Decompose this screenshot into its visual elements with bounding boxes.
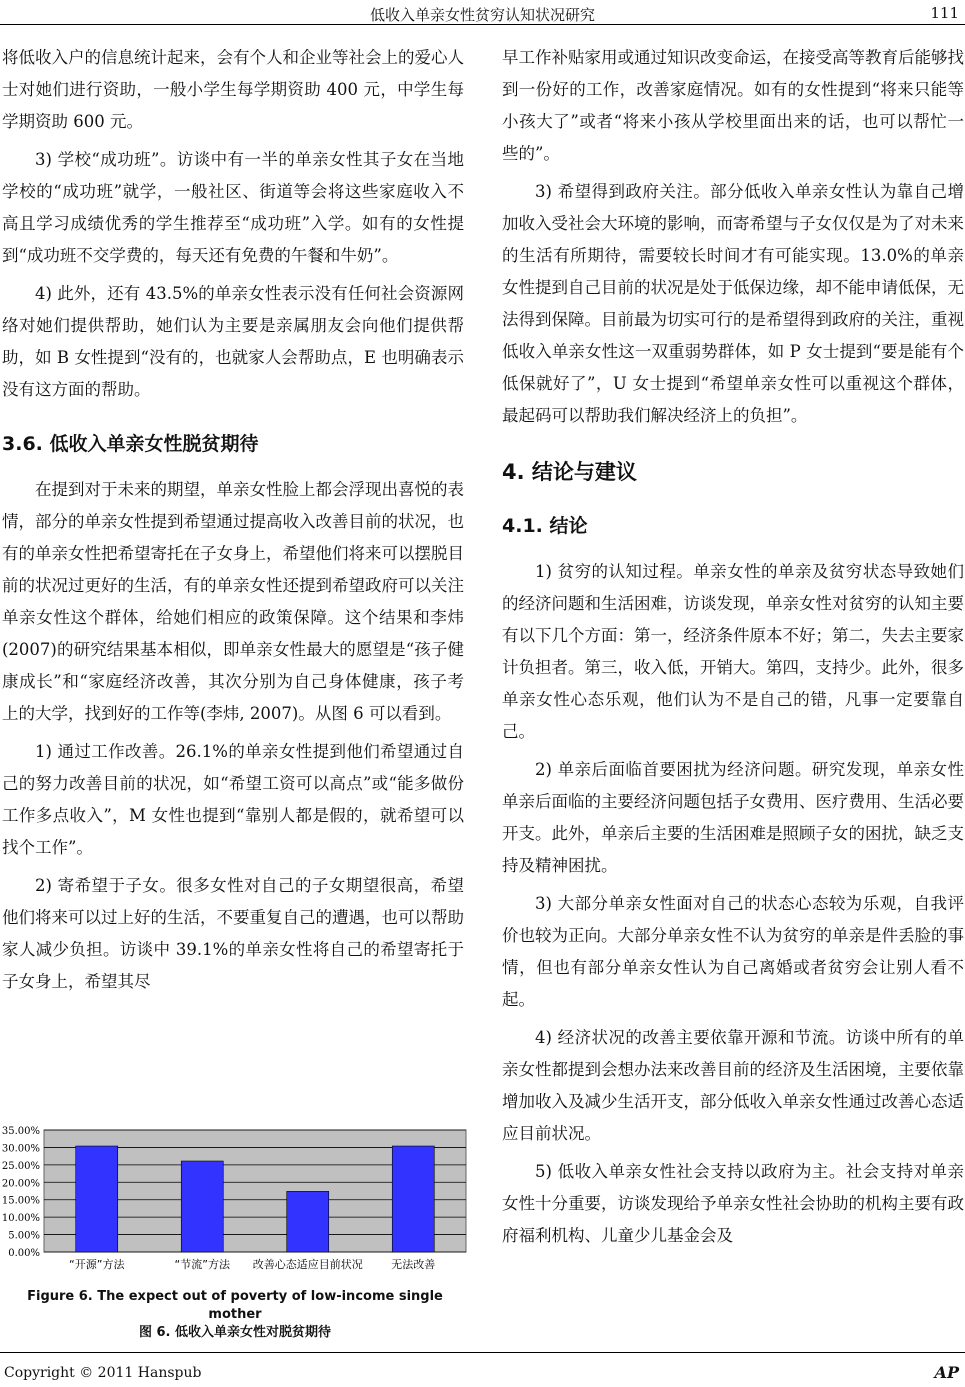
paragraph: 1) 通过工作改善。26.1%的单亲女性提到他们希望通过自己的努力改善目前的状况，如“希望工资可以高点”或“能多做份工作多点收入”，M 女性也提到“靠别人都是假的，就希望可以找个工作”。 [2,742,464,857]
paragraph: 将低收入户的信息统计起来，会有个人和企业等社会上的爱心人士对她们进行资助，一般小学生每学期资助 400 元，中学生每学期资助 600 元。 [2,48,464,131]
figure-caption-zh: 图 6. 低收入单亲女性对脱贫期待 [138,1325,332,1340]
paragraph: 5) 低收入单亲女性社会支持以政府为主。社会支持对单亲女性十分重要，访谈发现给予单亲女性社会协助的机构主要有政府福利机构、儿童少儿基金会及 [502,1162,964,1245]
y-tick-label: 30.00% [1,1143,40,1155]
left-column [2,42,464,1004]
journal-abbrev: AP [934,1363,959,1382]
y-tick-label: 35.00% [1,1126,40,1137]
paragraph: 在提到对于未来的期望，单亲女性脸上都会浮现出喜悦的表情，部分的单亲女性提到希望通过提高收入改善目前的状况，也有的单亲女性把希望寄托在子女身上，希望他们将来可以摆脱目前的状况过更好的生活，有的单亲女性还提到希望政府可以关注单亲女性这个群体，给她们相应的政策保障。这个结果和李炜(2007)的研究结果基本相似，即单亲女性最大的愿望是“孩子健康成长”和“家庭经济改善，其次分别为自己身体健康，孩子考上的大学，找到好的工作等(李炜, 2007)。从图 6 可以看到。 [2,480,464,723]
paragraph: 早工作补贴家用或通过知识改变命运，在接受高等教育后能够找到一份好的工作，改善家庭情况。如有的女性提到“将来只能等小孩大了”或者“将来小孩从学校里面出来的话，也可以帮忙一些的”。 [502,48,964,163]
paragraph: 4) 此外，还有 43.5%的单亲女性表示没有任何社会资源网络对她们提供帮助，她们认为主要是亲属朋友会向他们提供帮助，如 B 女性提到“没有的，也就家人会帮助点，E 也明确表示没有这方面的帮助。 [2,284,464,399]
paragraph: 4) 经济状况的改善主要依靠开源和节流。访谈中所有的单亲女性都提到会想办法来改善目前的经济及生活困境，主要依靠增加收入及减少生活开支，部分低收入单亲女性通过改善心态适应目前状况。 [502,1028,964,1143]
bar [287,1191,329,1252]
section-heading-4-1: 4.1. 结论 [502,515,588,537]
header-title: 低收入单亲女性贫穷认知状况研究 [369,6,595,24]
figure-caption [0,1288,470,1342]
y-tick-label: 0.00% [8,1248,40,1259]
section-heading-3-6: 3.6. 低收入单亲女性脱贫期待 [2,433,259,455]
figure-caption-en: Figure 6. The expect out of poverty of low-income single mother [27,1289,443,1322]
copyright: Copyright © 2011 Hanspub [4,1365,202,1381]
y-tick-label: 20.00% [1,1178,40,1190]
paragraph: 1) 贫穷的认知过程。单亲女性的单亲及贫穷状态导致她们的经济问题和生活困难，访谈发现，单亲女性对贫穷的认知主要有以下几个方面：第一，经济条件原本不好；第二，失去主要家计负担者。第三，收入低，开销大。第四，支持少。此外，很多单亲女性心态乐观，他们认为不是自己的错，凡事一定要靠自己。 [502,562,964,741]
paragraph: 3) 希望得到政府关注。部分低收入单亲女性认为靠自己增加收入受社会大环境的影响，而寄希望与子女仅仅是为了对未来的生活有所期待，需要较长时间才有可能实现。13.0%的单亲女性提到自己目前的状况是处于低保边缘，却不能申请低保，无法得到保障。目前最为切实可行的是希望得到政府的关注，重视低收入单亲女性这一双重弱势群体，如 P 女士提到“要是能有个低保就好了”，U 女士提到“希望单亲女性可以重视这个群体，最起码可以帮助我们解决经济上的负担”。 [502,182,964,425]
x-tick-label: 改善心态适应目前状况 [252,1258,363,1271]
right-column [502,42,964,1258]
paragraph: 3) 学校“成功班”。访谈中有一半的单亲女性其子女在当地学校的“成功班”就学，一般社区、街道等会将这些家庭收入不高且学习成绩优秀的学生推荐至“成功班”入学。如有的女性提到“成功班不交学费的，每天还有免费的午餐和牛奶”。 [2,150,464,265]
y-tick-label: 5.00% [8,1230,40,1242]
paragraph: 3) 大部分单亲女性面对自己的状态心态较为乐观，自我评价也较为正向。大部分单亲女性不认为贫穷的单亲是件丢脸的事情，但也有部分单亲女性认为自己离婚或者贫穷会让别人看不起。 [502,894,964,1009]
x-tick-label: “节流”方法 [174,1258,230,1271]
y-tick-label: 10.00% [1,1213,40,1225]
bar [181,1161,223,1252]
bar [392,1146,434,1252]
y-tick-label: 15.00% [1,1195,40,1207]
bar-chart [0,1124,470,1284]
page-footer [0,1352,965,1387]
section-heading-4: 4. 结论与建议 [502,460,637,484]
x-tick-label: 无法改善 [391,1258,436,1271]
y-tick-label: 25.00% [1,1160,40,1172]
bar [76,1146,118,1252]
paragraph: 2) 寄希望于子女。很多女性对自己的子女期望很高，希望他们将来可以过上好的生活，不要重复自己的遭遇，也可以帮助家人减少负担。访谈中 39.1%的单亲女性将自己的希望寄托于子女身上，希望其尽 [2,876,464,991]
page-number: 111 [930,4,959,22]
x-tick-label: “开源”方法 [69,1258,125,1271]
running-header [0,0,965,25]
paragraph: 2) 单亲后面临首要困扰为经济问题。研究发现，单亲女性单亲后面临的主要经济问题包括子女费用、医疗费用、生活必要开支。此外，单亲后主要的生活困难是照顾子女的困扰，缺乏支持及精神困扰。 [502,760,964,875]
